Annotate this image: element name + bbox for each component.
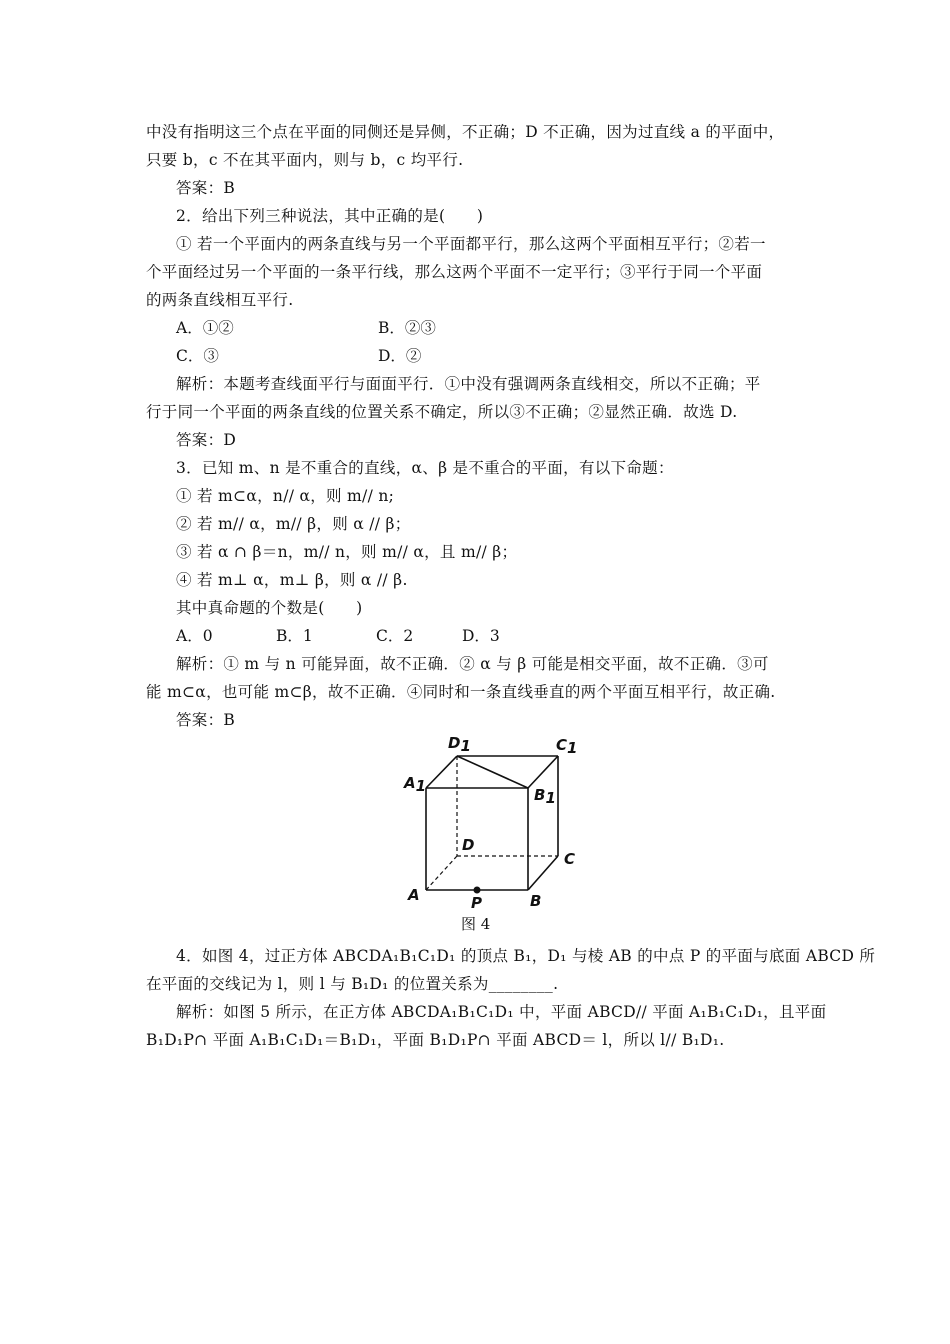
label-d: D [462, 836, 475, 854]
text-line: 行于同一个平面的两条直线的位置关系不确定，所以③不正确；②显然正确．故选 D. [146, 403, 738, 421]
text-line: 其中真命题的个数是( ) [176, 599, 363, 617]
analysis-line: 解析：① m 与 n 可能异面，故不正确．② α 与 β 可能是相交平面，故不正确．③可 [176, 655, 769, 673]
answer-line: 答案：B [176, 711, 236, 729]
text-line: 中没有指明这三个点在平面的同侧还是异侧，不正确；D 不正确，因为过直线 a 的平面中， [146, 123, 785, 141]
question-2-stem: 2．给出下列三种说法，其中正确的是( ) [176, 207, 484, 225]
text-line: ① 若一个平面内的两条直线与另一个平面都平行，那么这两个平面相互平行；②若一 [176, 235, 766, 253]
analysis-line: 解析：如图 5 所示，在正方体 ABCDA₁B₁C₁D₁ 中，平面 ABCD// 平面 A₁B₁C₁D₁，且平面 [176, 1003, 827, 1021]
q3-option-d: D．3 [462, 627, 500, 645]
q2-option-b: B．②③ [378, 319, 436, 337]
text-line: 只要 b，c 不在其平面内，则与 b，c 均平行. [146, 151, 464, 169]
text-line: 能 m⊂α，也可能 m⊂β，故不正确．④同时和一条直线垂直的两个平面互相平行，故正确. [146, 683, 776, 701]
label-a1: A1 [404, 774, 427, 795]
text-line: 的两条直线相互平行. [146, 291, 294, 309]
question-4-stem: 4．如图 4，过正方体 ABCDA₁B₁C₁D₁ 的顶点 B₁，D₁ 与棱 AB 的中点 P 的平面与底面 ABCD 所 [176, 947, 876, 965]
q2-option-d: D．② [378, 347, 422, 365]
label-b1: B1 [534, 786, 556, 807]
label-b: B [530, 892, 542, 910]
q3-option-a: A．0 [176, 627, 213, 645]
q2-option-a: A．①② [176, 319, 234, 337]
q3-option-c: C．2 [376, 627, 414, 645]
figure-caption: 图 4 [461, 915, 491, 933]
q3-option-b: B．1 [276, 627, 313, 645]
answer-line: 答案：B [176, 179, 236, 197]
label-a: A [408, 886, 420, 904]
answer-line: 答案：D [176, 431, 237, 449]
label-p: P [471, 894, 482, 912]
text-line: 个平面经过另一个平面的一条平行线，那么这两个平面不一定平行；③平行于同一个平面 [146, 263, 763, 281]
question-3-stem: 3．已知 m、n 是不重合的直线，α、β 是不重合的平面，有以下命题： [176, 459, 674, 477]
label-c1: C1 [556, 736, 578, 757]
proposition-2: ② 若 m// α，m// β，则 α // β； [176, 515, 411, 533]
text-line: 在平面的交线记为 l，则 l 与 B₁D₁ 的位置关系为________. [146, 975, 559, 993]
analysis-line: 解析：本题考查线面平行与面面平行．①中没有强调两条直线相交，所以不正确；平 [176, 375, 761, 393]
label-c: C [564, 850, 576, 868]
q2-option-c: C．③ [176, 347, 219, 365]
point-p-marker [474, 887, 481, 894]
cube-diagram [380, 728, 600, 918]
label-d1: D1 [448, 734, 471, 755]
proposition-1: ① 若 m⊂α，n// α，则 m// n; [176, 487, 395, 505]
text-line: B₁D₁P∩ 平面 A₁B₁C₁D₁＝B₁D₁，平面 B₁D₁P∩ 平面 ABCD＝ l，所以 l// B₁D₁. [146, 1031, 725, 1049]
proposition-3: ③ 若 α ∩ β＝n，m// n，则 m// α，且 m// β； [176, 543, 518, 561]
cube-figure [380, 728, 600, 918]
proposition-4: ④ 若 m⊥ α，m⊥ β，则 α // β. [176, 571, 408, 589]
